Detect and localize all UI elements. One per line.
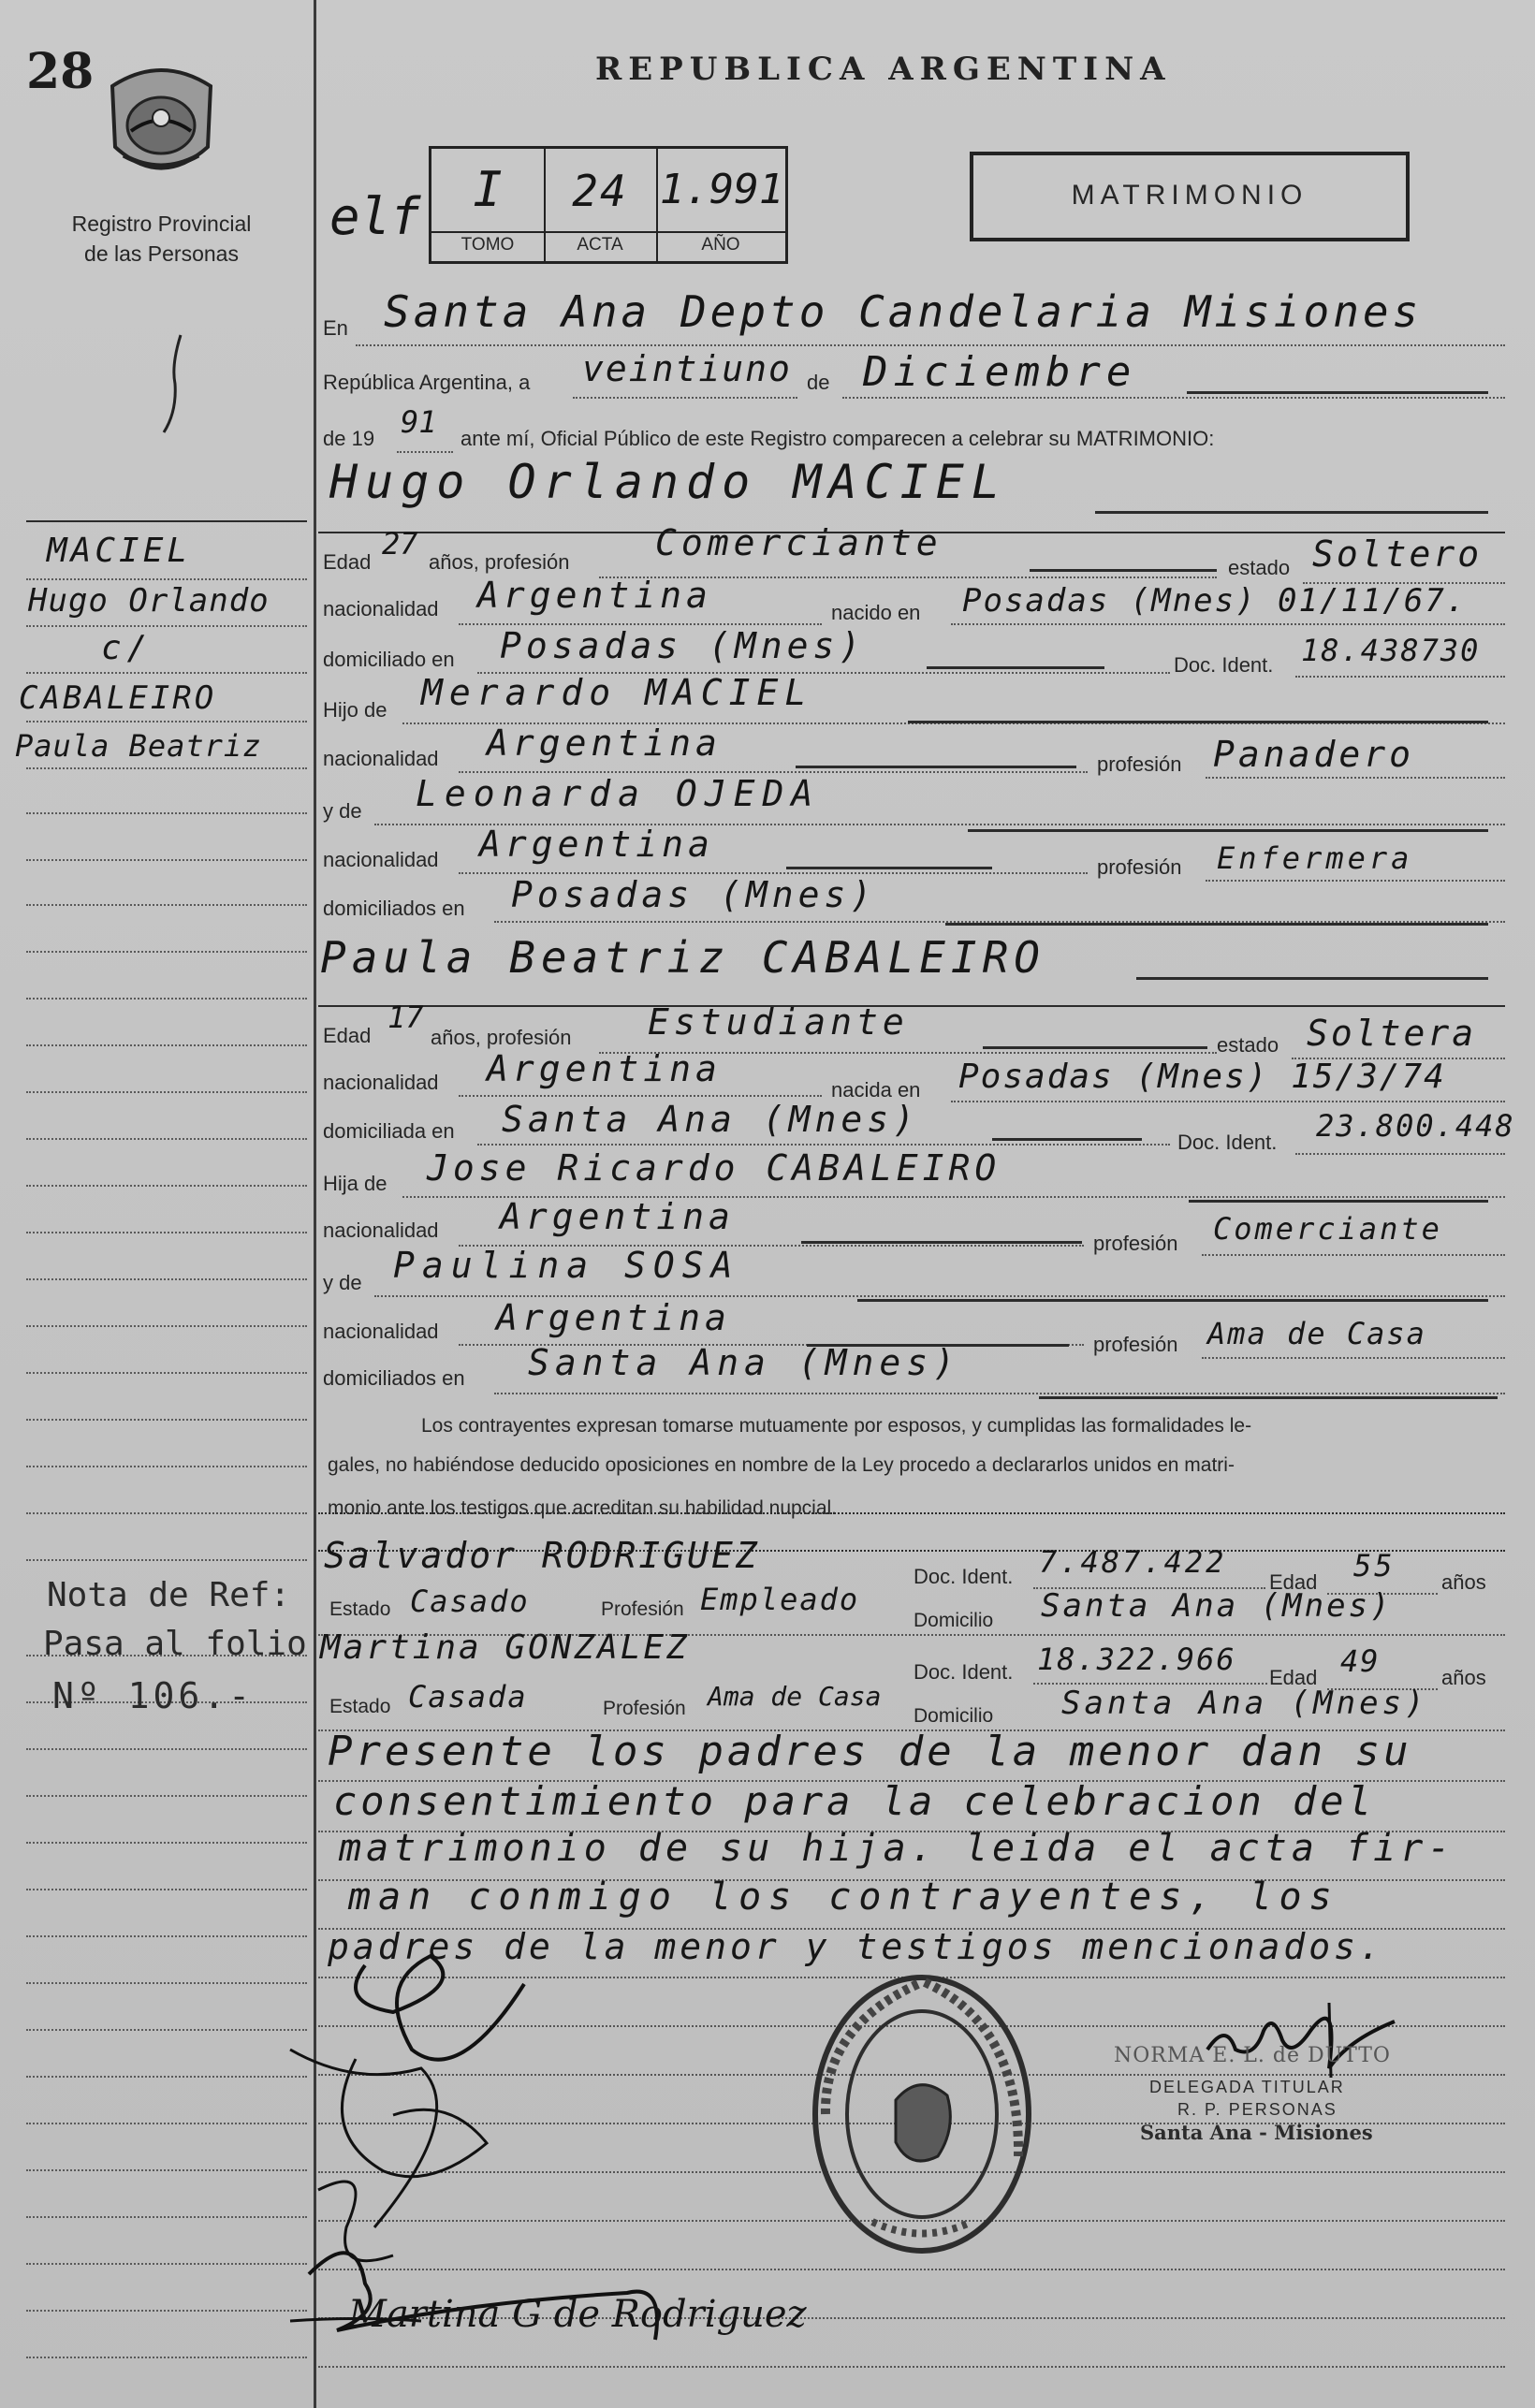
groom-domicile-label: domiciliado en: [323, 648, 455, 671]
bride-age: 17: [387, 1000, 424, 1035]
witness2-name: Martina GONZALEZ: [320, 1628, 690, 1667]
groom-father-nat: Argentina: [487, 722, 722, 764]
observation-line5: padres de la menor y testigos mencionados.: [328, 1926, 1384, 1967]
bride-nacida-label: nacida en: [831, 1078, 921, 1102]
bride-profession: Estudiante: [648, 1001, 909, 1043]
groom-edad-label: Edad: [323, 550, 372, 574]
witness2-estado-label: Estado: [329, 1696, 391, 1717]
matrimonio-box: [970, 152, 1410, 241]
witness2-domicile: Santa Ana (Mnes): [1061, 1685, 1428, 1722]
official-stamp-line1: NORMA E. L. de DUTTO: [1114, 2044, 1391, 2067]
registry-name-line1: Registro Provincial: [71, 212, 252, 236]
sidebar-surname1: MACIEL: [47, 532, 192, 570]
sidebar-name2: Paula Beatriz: [15, 728, 262, 764]
groom-profession: Comerciante: [655, 522, 943, 563]
witness1-estado: Casado: [410, 1583, 530, 1619]
groom-age: 27: [382, 526, 418, 562]
sidebar-name1: Hugo Orlando: [28, 582, 270, 620]
bride-domicile: Santa Ana (Mnes): [502, 1099, 920, 1140]
ano-label: AÑO: [701, 235, 740, 255]
date-year-label: de 19: [323, 427, 375, 450]
sidebar-note-line3: Nº 106.-: [52, 1675, 255, 1716]
bride-profesion-label: años, profesión: [431, 1026, 572, 1049]
witness1-edad-label: Edad: [1269, 1570, 1318, 1594]
official-stamp-line2: DELEGADA TITULAR: [1149, 2078, 1345, 2096]
bride-mother-nat: Argentina: [496, 1297, 731, 1338]
tomo-label: TOMO: [460, 235, 515, 255]
witness1-domicilio-label: Domicilio: [914, 1610, 994, 1631]
bride-father-nat: Argentina: [500, 1196, 735, 1237]
bride-mother-nat-label: nacionalidad: [323, 1320, 439, 1343]
witness1-domicile: Santa Ana (Mnes): [1041, 1587, 1393, 1625]
bride-doc-label: Doc. Ident.: [1177, 1131, 1278, 1154]
groom-parents-dom-label: domiciliados en: [323, 897, 465, 920]
witness2-profesion-label: Profesión: [603, 1698, 686, 1719]
groom-doc-label: Doc. Ident.: [1174, 653, 1274, 677]
bride-father-nat-label: nacionalidad: [323, 1219, 439, 1242]
tomo-value: I: [473, 162, 503, 218]
witness1-doc: 7.487.422: [1039, 1544, 1227, 1580]
groom-parents-dom: Posadas (Mnes): [511, 874, 877, 915]
sidebar-connector: c/: [101, 629, 154, 667]
groom-profesion-label: años, profesión: [429, 550, 570, 574]
coat-of-arms-emblem: [103, 58, 220, 189]
observation-line4: man conmigo los contrayentes, los: [348, 1875, 1339, 1919]
groom-estado-label: estado: [1228, 556, 1291, 579]
bride-father: Jose Ricardo CABALEIRO: [427, 1147, 1001, 1189]
witness1-estado-label: Estado: [329, 1598, 391, 1620]
bride-parents-dom-label: domiciliados en: [323, 1366, 465, 1390]
bride-birthplace: Posadas (Mnes) 15/3/74: [958, 1058, 1446, 1096]
date-de-label: de: [807, 371, 830, 394]
bride-father-prof-label: profesión: [1093, 1232, 1178, 1255]
bride-mother: Paulina SOSA: [393, 1245, 740, 1286]
groom-nationality-label: nacionalidad: [323, 597, 439, 620]
groom-domicile: Posadas (Mnes): [500, 625, 866, 666]
initials: elf: [329, 187, 421, 246]
witness1-age: 55: [1353, 1548, 1396, 1583]
bride-hija-label: Hija de: [323, 1172, 387, 1195]
sidebar-note-line1: Nota de Ref:: [47, 1576, 291, 1614]
official-stamp-line3: R. P. PERSONAS: [1177, 2100, 1338, 2119]
place-value: Santa Ana Depto Candelaria Misiones: [384, 286, 1423, 337]
groom-father-prof-label: profesión: [1097, 752, 1182, 776]
ano-value: 1.991: [659, 166, 784, 213]
witness1-anos-label: años: [1441, 1570, 1486, 1594]
sidebar-surname2: CABALEIRO: [19, 679, 217, 717]
witness2-profession: Ama de Casa: [708, 1681, 882, 1712]
place-label: En: [323, 316, 348, 340]
groom-full-name: Hugo Orlando MACIEL: [329, 455, 1007, 509]
declaration-line3: monio ante los testigos que acreditan su habilidad nupcial.: [328, 1497, 838, 1519]
groom-mother-nat: Argentina: [479, 824, 714, 865]
acta-value: 24: [572, 166, 628, 216]
witness1-doc-label: Doc. Ident.: [914, 1565, 1014, 1588]
groom-mother: Leonarda OJEDA: [416, 773, 821, 814]
groom-mother-prof-label: profesión: [1097, 855, 1182, 879]
witness2-estado: Casada: [408, 1679, 528, 1715]
witness2-anos-label: años: [1441, 1666, 1486, 1689]
groom-mother-nat-label: nacionalidad: [323, 848, 439, 871]
groom-estado: Soltero: [1312, 533, 1483, 575]
witness1-profesion-label: Profesión: [601, 1598, 684, 1620]
bride-father-prof: Comerciante: [1213, 1211, 1442, 1247]
witness2-doc: 18.322.966: [1037, 1642, 1236, 1677]
date-republic-label: República Argentina, a: [323, 371, 531, 394]
observation-line3: matrimonio de su hija. leida el acta fir-: [339, 1827, 1455, 1870]
groom-doc: 18.438730: [1301, 633, 1481, 668]
bride-estado: Soltera: [1307, 1013, 1477, 1054]
declaration-line2: gales, no habiéndose deducido oposiciones en nombre de la Ley procedo a declararlos unidos en matri-: [328, 1454, 1235, 1476]
date-year: 91: [401, 404, 437, 440]
tomo-acta-ano-box: [429, 146, 788, 264]
groom-mother-prof: Enfermera: [1217, 840, 1413, 876]
document-type: MATRIMONIO: [1071, 180, 1308, 211]
bride-parents-dom: Santa Ana (Mnes): [528, 1342, 961, 1383]
country-title: REPUBLICA ARGENTINA: [595, 51, 1172, 88]
observation-line2: consentimiento para la celebracion del: [333, 1778, 1375, 1824]
witness2-doc-label: Doc. Ident.: [914, 1660, 1014, 1684]
bride-full-name: Paula Beatriz CABALEIRO: [320, 932, 1045, 983]
groom-y-de-label: y de: [323, 799, 362, 823]
groom-birthplace: Posadas (Mnes) 01/11/67.: [962, 582, 1468, 620]
official-stamp-line4: Santa Ana - Misiones: [1140, 2121, 1373, 2144]
registry-name-line2: de las Personas: [84, 241, 239, 266]
bride-edad-label: Edad: [323, 1024, 372, 1047]
date-month: Diciembre: [863, 348, 1137, 396]
bride-nationality: Argentina: [487, 1048, 722, 1089]
bride-y-de-label: y de: [323, 1271, 362, 1294]
groom-father-prof: Panadero: [1213, 734, 1415, 775]
date-intro-text: ante mí, Oficial Público de este Registro comparecen a celebrar su MATRIMONIO:: [460, 427, 1215, 450]
groom-father: Merardo MACIEL: [421, 672, 813, 713]
bride-nationality-label: nacionalidad: [323, 1071, 439, 1094]
bride-mother-prof-label: profesión: [1093, 1333, 1178, 1356]
date-day: veintiuno: [582, 348, 792, 389]
groom-nationality: Argentina: [477, 575, 712, 616]
round-official-seal: [807, 1969, 1037, 2259]
declaration-line1: Los contrayentes expresan tomarse mutuamente por esposos, y cumplidas las formalidades le-: [421, 1415, 1252, 1437]
acta-label: ACTA: [577, 235, 623, 255]
witness1-profession: Empleado: [700, 1582, 860, 1617]
sidebar-note-line2: Pasa al folio: [43, 1625, 307, 1663]
folio-number: 28: [26, 43, 95, 100]
bride-doc: 23.800.448: [1316, 1108, 1515, 1144]
official-signature: [1198, 1984, 1413, 2087]
bride-domicile-label: domiciliada en: [323, 1119, 455, 1143]
witness2-domicilio-label: Domicilio: [914, 1705, 994, 1727]
bottom-signature: Martina G de Rodriguez: [348, 2293, 807, 2336]
bride-mother-prof: Ama de Casa: [1207, 1316, 1426, 1351]
groom-father-nat-label: nacionalidad: [323, 747, 439, 770]
witness2-age: 49: [1340, 1643, 1381, 1679]
witness2-edad-label: Edad: [1269, 1666, 1318, 1689]
bride-estado-label: estado: [1217, 1033, 1279, 1057]
groom-nacido-label: nacido en: [831, 601, 921, 624]
groom-hijo-label: Hijo de: [323, 698, 387, 722]
left-margin-stroke: [154, 328, 192, 440]
observation-line1: Presente los padres de la menor dan su: [328, 1728, 1412, 1775]
witness1-name: Salvador RODRIGUEZ: [324, 1535, 760, 1576]
